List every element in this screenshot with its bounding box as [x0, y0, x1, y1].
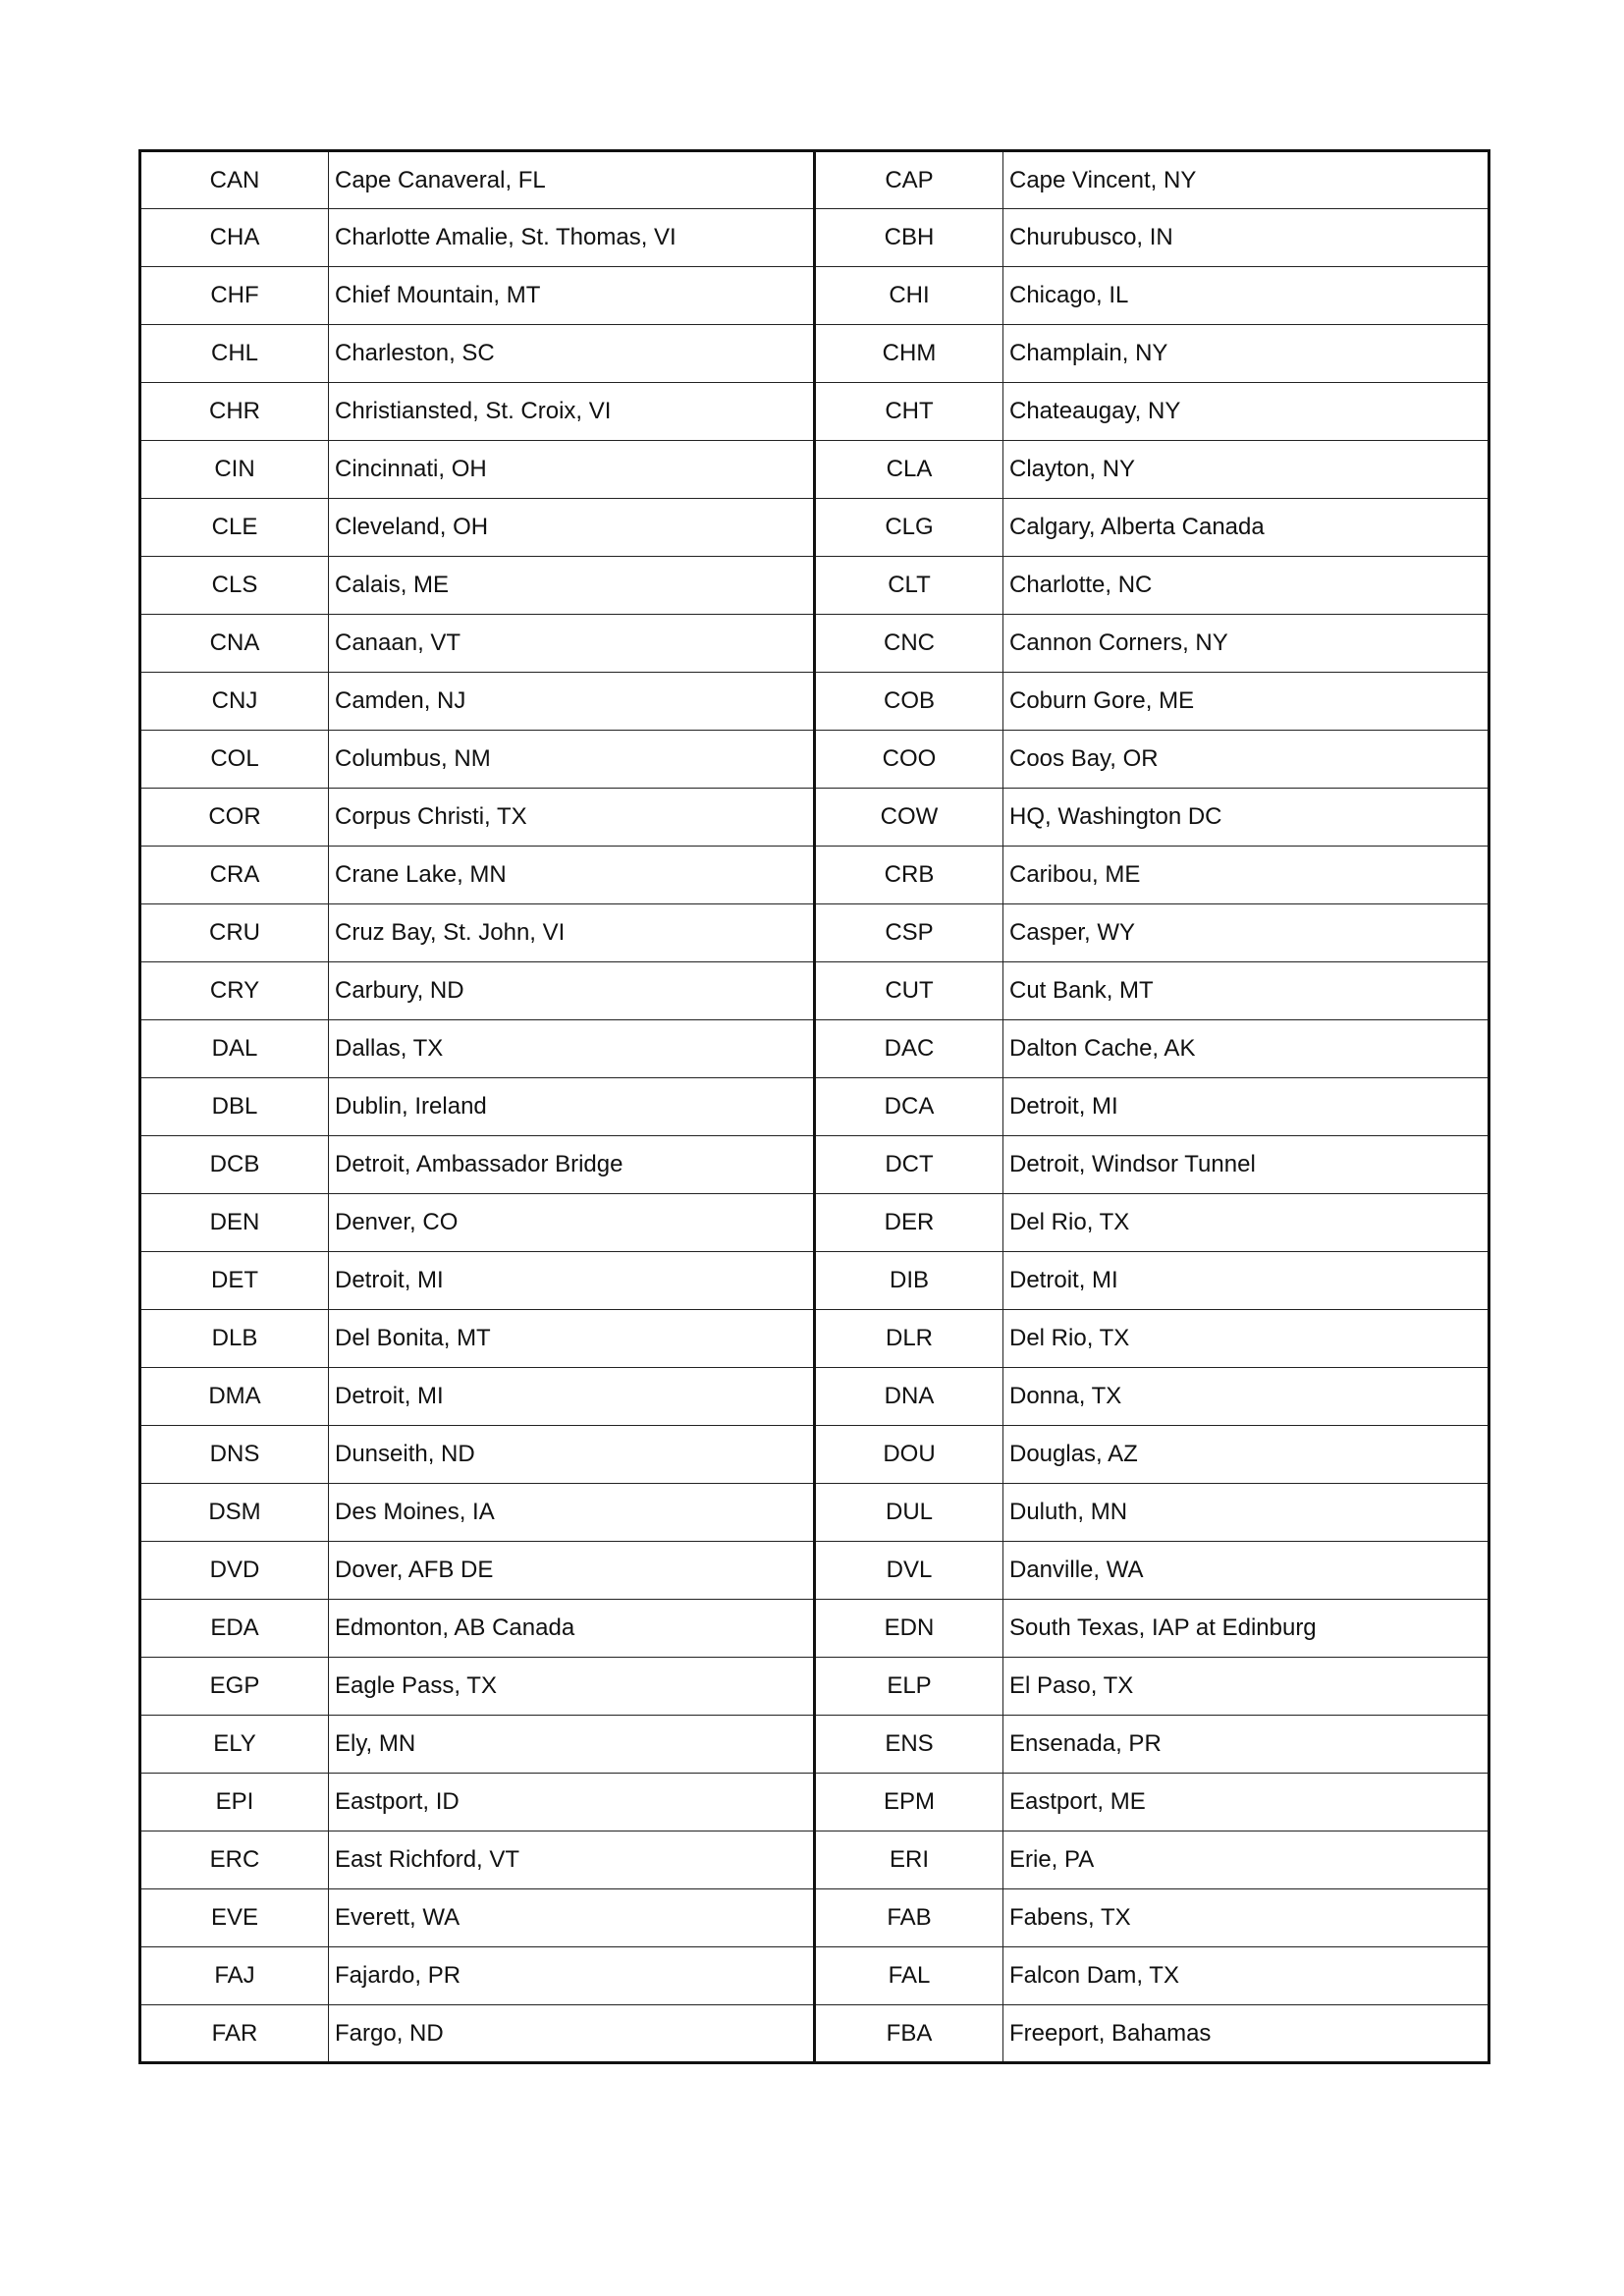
port-code-cell: CLG [815, 499, 1003, 557]
port-code-cell: DCB [140, 1136, 329, 1194]
port-name-cell: Charleston, SC [329, 325, 815, 383]
table-row [140, 731, 1489, 789]
port-code-cell: CNC [815, 615, 1003, 673]
port-name-cell: Cincinnati, OH [329, 441, 815, 499]
port-name-cell: Donna, TX [1003, 1368, 1489, 1426]
port-code-cell: CLT [815, 557, 1003, 615]
port-code-cell: DAC [815, 1020, 1003, 1078]
table-row [140, 383, 1489, 441]
table-row [140, 1368, 1489, 1426]
port-name-cell: Champlain, NY [1003, 325, 1489, 383]
port-name-cell: East Richford, VT [329, 1831, 815, 1889]
port-name-cell: Charlotte, NC [1003, 557, 1489, 615]
port-name-cell: South Texas, IAP at Edinburg [1003, 1600, 1489, 1658]
port-name-cell: Caribou, ME [1003, 847, 1489, 904]
port-code-cell: ELY [140, 1716, 329, 1774]
port-name-cell: Coburn Gore, ME [1003, 673, 1489, 731]
port-name-cell: Crane Lake, MN [329, 847, 815, 904]
port-name-cell: Danville, WA [1003, 1542, 1489, 1600]
port-name-cell: Cut Bank, MT [1003, 962, 1489, 1020]
port-code-cell: CLA [815, 441, 1003, 499]
port-name-cell: Cape Vincent, NY [1003, 151, 1489, 209]
port-name-cell: Del Rio, TX [1003, 1310, 1489, 1368]
port-code-cell: DEN [140, 1194, 329, 1252]
port-name-cell: Dallas, TX [329, 1020, 815, 1078]
port-code-cell: DBL [140, 1078, 329, 1136]
port-name-cell: Chateaugay, NY [1003, 383, 1489, 441]
port-code-cell: DCA [815, 1078, 1003, 1136]
port-code-cell: CRB [815, 847, 1003, 904]
port-code-cell: ELP [815, 1658, 1003, 1716]
port-code-cell: FAR [140, 2005, 329, 2063]
port-code-cell: DNA [815, 1368, 1003, 1426]
port-name-cell: Detroit, Ambassador Bridge [329, 1136, 815, 1194]
port-name-cell: Cleveland, OH [329, 499, 815, 557]
port-code-cell: ENS [815, 1716, 1003, 1774]
port-code-cell: CHA [140, 209, 329, 267]
port-name-cell: Camden, NJ [329, 673, 815, 731]
port-code-cell: DNS [140, 1426, 329, 1484]
table-row [140, 441, 1489, 499]
port-name-cell: Eastport, ID [329, 1774, 815, 1831]
port-code-cell: CHM [815, 325, 1003, 383]
port-name-cell: Dublin, Ireland [329, 1078, 815, 1136]
port-name-cell: Detroit, MI [1003, 1078, 1489, 1136]
port-name-cell: Detroit, MI [1003, 1252, 1489, 1310]
table-row [140, 1252, 1489, 1310]
port-name-cell: Chief Mountain, MT [329, 267, 815, 325]
port-name-cell: Corpus Christi, TX [329, 789, 815, 847]
table-row [140, 1426, 1489, 1484]
table-row [140, 673, 1489, 731]
port-code-cell: DMA [140, 1368, 329, 1426]
table-row [140, 1658, 1489, 1716]
port-code-cell: DOU [815, 1426, 1003, 1484]
table-row [140, 962, 1489, 1020]
port-code-cell: CHT [815, 383, 1003, 441]
port-code-cell: CAN [140, 151, 329, 209]
port-code-cell: DER [815, 1194, 1003, 1252]
table-row [140, 2005, 1489, 2063]
port-name-cell: Falcon Dam, TX [1003, 1947, 1489, 2005]
port-code-cell: CRU [140, 904, 329, 962]
port-name-cell: Columbus, NM [329, 731, 815, 789]
port-name-cell: HQ, Washington DC [1003, 789, 1489, 847]
port-code-cell: DCT [815, 1136, 1003, 1194]
port-code-cell: CHI [815, 267, 1003, 325]
port-name-cell: Cannon Corners, NY [1003, 615, 1489, 673]
port-name-cell: Churubusco, IN [1003, 209, 1489, 267]
table-row [140, 1136, 1489, 1194]
port-code-cell: DLB [140, 1310, 329, 1368]
port-name-cell: Detroit, Windsor Tunnel [1003, 1136, 1489, 1194]
port-code-cell: CUT [815, 962, 1003, 1020]
port-code-cell: EPM [815, 1774, 1003, 1831]
port-name-cell: Carbury, ND [329, 962, 815, 1020]
table-row [140, 499, 1489, 557]
port-name-cell: Del Rio, TX [1003, 1194, 1489, 1252]
port-name-cell: Duluth, MN [1003, 1484, 1489, 1542]
port-code-cell: ERI [815, 1831, 1003, 1889]
table-row [140, 1831, 1489, 1889]
port-code-cell: CLE [140, 499, 329, 557]
port-code-cell: EDA [140, 1600, 329, 1658]
table-row [140, 1194, 1489, 1252]
table-row [140, 1889, 1489, 1947]
port-code-cell: FAL [815, 1947, 1003, 2005]
port-name-cell: Ely, MN [329, 1716, 815, 1774]
port-name-cell: Charlotte Amalie, St. Thomas, VI [329, 209, 815, 267]
port-code-cell: CHR [140, 383, 329, 441]
port-code-cell: CNA [140, 615, 329, 673]
table-row [140, 151, 1489, 209]
port-name-cell: Coos Bay, OR [1003, 731, 1489, 789]
port-name-cell: Des Moines, IA [329, 1484, 815, 1542]
port-name-cell: Christiansted, St. Croix, VI [329, 383, 815, 441]
port-code-cell: DIB [815, 1252, 1003, 1310]
port-name-cell: Casper, WY [1003, 904, 1489, 962]
port-code-cell: CHL [140, 325, 329, 383]
port-code-cell: COW [815, 789, 1003, 847]
port-name-cell: Clayton, NY [1003, 441, 1489, 499]
port-code-cell: CHF [140, 267, 329, 325]
port-code-cell: DAL [140, 1020, 329, 1078]
port-code-cell: FAB [815, 1889, 1003, 1947]
port-code-cell: CIN [140, 441, 329, 499]
port-name-cell: Cruz Bay, St. John, VI [329, 904, 815, 962]
port-name-cell: Detroit, MI [329, 1368, 815, 1426]
port-name-cell: Fajardo, PR [329, 1947, 815, 2005]
table-row [140, 1947, 1489, 2005]
table-row [140, 904, 1489, 962]
table-row [140, 1078, 1489, 1136]
port-code-cell: DVD [140, 1542, 329, 1600]
table-row [140, 1600, 1489, 1658]
port-name-cell: Calais, ME [329, 557, 815, 615]
port-name-cell: Canaan, VT [329, 615, 815, 673]
port-name-cell: Denver, CO [329, 1194, 815, 1252]
table-row [140, 325, 1489, 383]
port-name-cell: Cape Canaveral, FL [329, 151, 815, 209]
table-row [140, 1484, 1489, 1542]
port-code-cell: COR [140, 789, 329, 847]
port-code-cell: EGP [140, 1658, 329, 1716]
port-code-cell: CLS [140, 557, 329, 615]
table-row [140, 847, 1489, 904]
port-code-cell: EPI [140, 1774, 329, 1831]
port-code-cell: DVL [815, 1542, 1003, 1600]
port-code-cell: ERC [140, 1831, 329, 1889]
port-name-cell: Erie, PA [1003, 1831, 1489, 1889]
port-name-cell: Edmonton, AB Canada [329, 1600, 815, 1658]
port-name-cell: Dunseith, ND [329, 1426, 815, 1484]
port-name-cell: Detroit, MI [329, 1252, 815, 1310]
port-code-cell: EVE [140, 1889, 329, 1947]
port-code-cell: CSP [815, 904, 1003, 962]
port-name-cell: Dalton Cache, AK [1003, 1020, 1489, 1078]
port-code-cell: DSM [140, 1484, 329, 1542]
table-row [140, 1310, 1489, 1368]
port-code-cell: CRY [140, 962, 329, 1020]
port-name-cell: Freeport, Bahamas [1003, 2005, 1489, 2063]
port-code-cell: COO [815, 731, 1003, 789]
port-name-cell: Eastport, ME [1003, 1774, 1489, 1831]
port-code-cell: CBH [815, 209, 1003, 267]
table-row [140, 615, 1489, 673]
port-name-cell: Calgary, Alberta Canada [1003, 499, 1489, 557]
port-name-cell: Dover, AFB DE [329, 1542, 815, 1600]
port-name-cell: Everett, WA [329, 1889, 815, 1947]
port-name-cell: Ensenada, PR [1003, 1716, 1489, 1774]
port-name-cell: Fabens, TX [1003, 1889, 1489, 1947]
table-row [140, 789, 1489, 847]
port-code-cell: EDN [815, 1600, 1003, 1658]
table-row [140, 209, 1489, 267]
port-code-cell: DET [140, 1252, 329, 1310]
port-code-cell: DLR [815, 1310, 1003, 1368]
port-name-cell: Fargo, ND [329, 2005, 815, 2063]
port-code-cell: FAJ [140, 1947, 329, 2005]
table-row [140, 1020, 1489, 1078]
port-code-cell: CAP [815, 151, 1003, 209]
table-row [140, 1774, 1489, 1831]
port-name-cell: Chicago, IL [1003, 267, 1489, 325]
table-row [140, 1716, 1489, 1774]
table-row [140, 1542, 1489, 1600]
port-code-cell: FBA [815, 2005, 1003, 2063]
port-name-cell: Del Bonita, MT [329, 1310, 815, 1368]
port-code-cell: CNJ [140, 673, 329, 731]
port-name-cell: Eagle Pass, TX [329, 1658, 815, 1716]
port-name-cell: Douglas, AZ [1003, 1426, 1489, 1484]
port-name-cell: El Paso, TX [1003, 1658, 1489, 1716]
port-code-table [138, 149, 1490, 2064]
port-code-cell: CRA [140, 847, 329, 904]
port-code-cell: COB [815, 673, 1003, 731]
port-code-cell: COL [140, 731, 329, 789]
port-code-cell: DUL [815, 1484, 1003, 1542]
table-row [140, 557, 1489, 615]
table-row [140, 267, 1489, 325]
